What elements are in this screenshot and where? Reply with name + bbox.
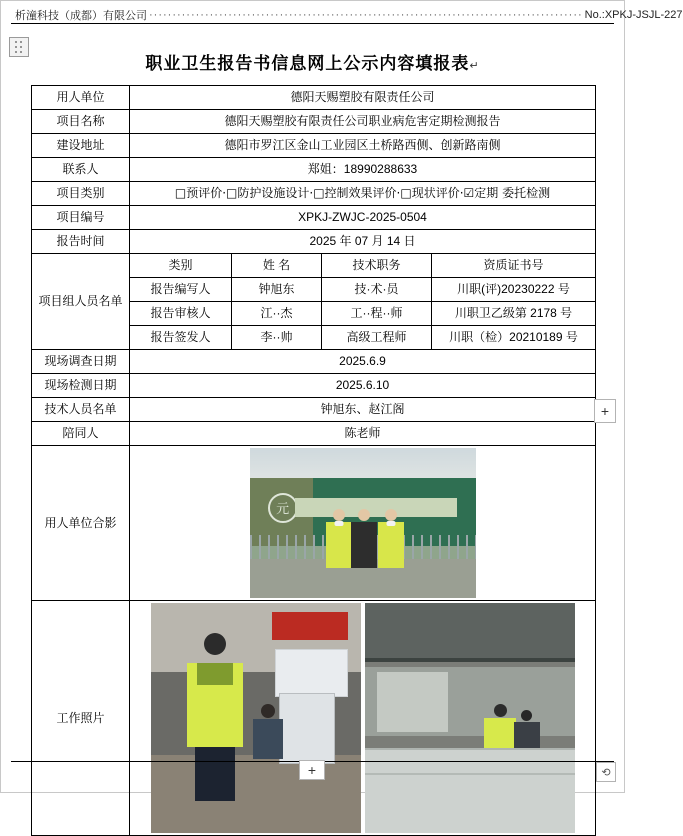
work-photo-image-right[interactable] [365, 603, 575, 833]
staff-cert[interactable]: 川职卫乙级第 2178 号 [432, 302, 596, 326]
report-date-label: 报告时间 [32, 230, 130, 254]
accompany-value[interactable]: 陈老师 [130, 422, 596, 446]
contact-value[interactable]: 郑姐：18990288633 [130, 158, 596, 182]
header-divider [11, 23, 614, 24]
staff-role: 报告编写人 [130, 278, 232, 302]
staff-header-cert: 资质证书号 [432, 254, 596, 278]
tech-staff-value[interactable]: 钟旭东、赵江阁 [130, 398, 596, 422]
employer-label: 用人单位 [32, 86, 130, 110]
add-column-button[interactable]: + [594, 399, 616, 423]
table-row-work-photos [32, 601, 596, 836]
header-dots: ····························································································· [149, 9, 583, 21]
group-photo-label: 用人单位合影 [32, 446, 130, 601]
staff-cert[interactable]: 川职（检）20210189 号 [432, 326, 596, 350]
resize-handle-icon[interactable]: ⟲ [596, 762, 616, 782]
staff-duty[interactable]: 高级工程师 [322, 326, 432, 350]
staff-header-name: 姓 名 [232, 254, 322, 278]
staff-header-category: 类别 [130, 254, 232, 278]
table-row [32, 206, 596, 230]
staff-list-label: 项目组人员名单 [32, 254, 130, 350]
header-company: 析潼科技（成都）有限公司 [15, 10, 147, 22]
document-header [15, 7, 683, 23]
table-row-group-photo [32, 446, 596, 601]
work-photo-label: 工作照片 [32, 601, 130, 836]
staff-name[interactable]: 钟旭东 [232, 278, 322, 302]
staff-role: 报告审核人 [130, 302, 232, 326]
title-paragraph-mark: ↵ [469, 60, 480, 72]
staff-cert[interactable]: 川职(评)20230222 号 [432, 278, 596, 302]
add-row-button[interactable]: + [299, 760, 325, 780]
company-logo-icon: 元 [268, 493, 298, 523]
table-row [32, 254, 596, 278]
header-doc-number: No.:XPKJ-JSJL-227 [584, 9, 683, 21]
project-code-value[interactable]: XPKJ-ZWJC-2025-0504 [130, 206, 596, 230]
table-row [32, 422, 596, 446]
table-row [32, 230, 596, 254]
accompany-label: 陪同人 [32, 422, 130, 446]
survey-date-label: 现场调查日期 [32, 350, 130, 374]
report-table [31, 85, 596, 836]
project-code-label: 项目编号 [32, 206, 130, 230]
site-label: 建设地址 [32, 134, 130, 158]
staff-role: 报告签发人 [130, 326, 232, 350]
test-date-value[interactable]: 2025.6.10 [130, 374, 596, 398]
work-photo-image-left[interactable] [151, 603, 361, 833]
work-photo-cell[interactable] [130, 601, 596, 836]
site-value[interactable]: 德阳市罗江区金山工业园区土桥路西侧、创新路南侧 [130, 134, 596, 158]
table-row [32, 182, 596, 206]
work-photo-wrap [134, 603, 591, 833]
table-row [32, 398, 596, 422]
staff-name[interactable]: 江··杰 [232, 302, 322, 326]
report-date-value[interactable]: 2025 年 07 月 14 日 [130, 230, 596, 254]
staff-header-duty: 技术职务 [322, 254, 432, 278]
contact-label: 联系人 [32, 158, 130, 182]
project-type-label: 项目类别 [32, 182, 130, 206]
table-row [32, 134, 596, 158]
table-row [32, 86, 596, 110]
table-row [32, 374, 596, 398]
table-row [32, 158, 596, 182]
survey-date-value[interactable]: 2025.6.9 [130, 350, 596, 374]
table-row [32, 110, 596, 134]
staff-duty[interactable]: 技·术·员 [322, 278, 432, 302]
test-date-label: 现场检测日期 [32, 374, 130, 398]
group-photo-wrap [134, 448, 591, 598]
page-title [1, 49, 624, 74]
employer-value[interactable]: 德阳天赐塑胶有限责任公司 [130, 86, 596, 110]
staff-name[interactable]: 李··帅 [232, 326, 322, 350]
group-photo-image[interactable] [250, 448, 476, 598]
project-name-value[interactable]: 德阳天赐塑胶有限责任公司职业病危害定期检测报告 [130, 110, 596, 134]
project-name-label: 项目名称 [32, 110, 130, 134]
project-type-options[interactable]: □预评价·□防护设施设计·□控制效果评价·□现状评价·☑定期 委托检测 [130, 182, 596, 206]
tech-staff-label: 技术人员名单 [32, 398, 130, 422]
table-row [32, 350, 596, 374]
staff-duty[interactable]: 工··程··师 [322, 302, 432, 326]
page-title-text: 职业卫生报告书信息网上公示内容填报表 [145, 54, 470, 73]
group-photo-cell[interactable] [130, 446, 596, 601]
